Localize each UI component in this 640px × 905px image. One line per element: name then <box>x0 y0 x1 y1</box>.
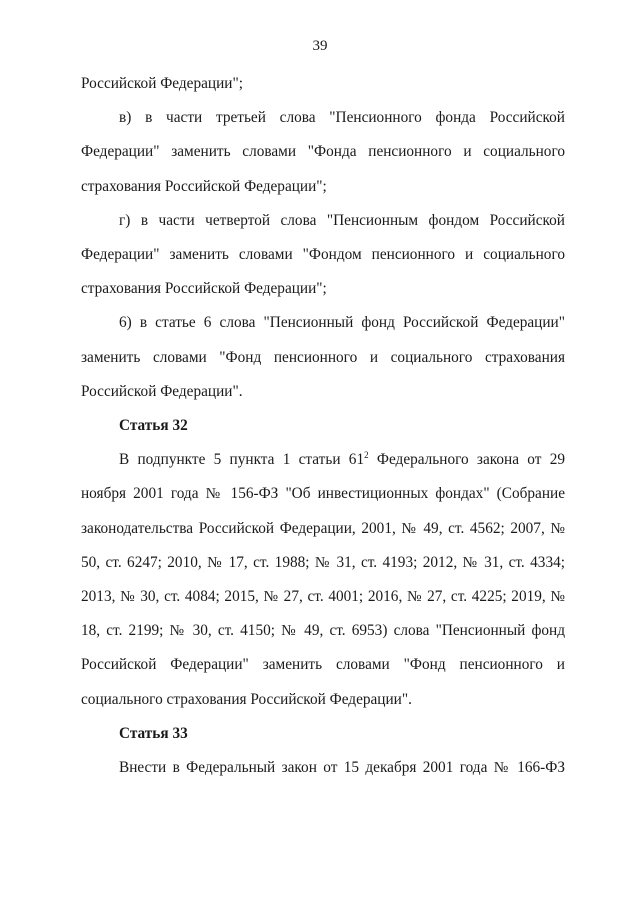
paragraph-item-6: 6) в статье 6 слова "Пенсионный фонд Российской Федерации" заменить словами "Фонд пенсионного и социального страхования Российской Федерации". <box>81 314 565 400</box>
superscript: 2 <box>364 450 369 461</box>
paragraph-item-v: в) в части третьей слова "Пенсионного фонда Российской Федерации" заменить словами "Фонда пенсионного и социального страхования Российской Федерации"; <box>81 109 565 195</box>
paragraph-item-g: г) в части четвертой слова "Пенсионным фондом Российской Федерации" заменить словами "Фондом пенсионного и социального страхования Российской Федерации"; <box>81 211 565 298</box>
body-text <box>81 67 565 785</box>
article-32-body-rest: Федерального закона от 29 ноября 2001 года № 156-ФЗ "Об инвестиционных фондах" (Собрание законодательства Российской Федерации, 2001, № 49, ст. 4562; 2007, № 50, ст. 6247; 2010, № 17, ст. 1988; № 31, ст. 4193; 2012, № 31, ст. 4334; 2013, № 30, ст. 4084; 2015, № 27, ст. 4001; 2016, № 27, ст. 4225; 2019, № 18, ст. 2199; № 30, ст. 4150; № 49, ст. 6953) слова "Пенсионный фонд Российской Федерации" заменить словами "Фонд пенсионного и социального страхования Российской Федерации". <box>81 451 565 708</box>
article-32-heading: Статья 32 <box>119 417 188 435</box>
article-32-body-start: В подпункте 5 пункта 1 статьи 61 <box>119 451 365 469</box>
page-number: 39 <box>312 38 328 54</box>
article-32-body <box>81 443 565 717</box>
paragraph-continuation: Российской Федерации"; <box>81 75 243 92</box>
article-33-body: Внести в Федеральный закон от 15 декабря 2001 года № 166-ФЗ <box>119 759 565 777</box>
article-33-heading: Статья 33 <box>119 724 188 742</box>
